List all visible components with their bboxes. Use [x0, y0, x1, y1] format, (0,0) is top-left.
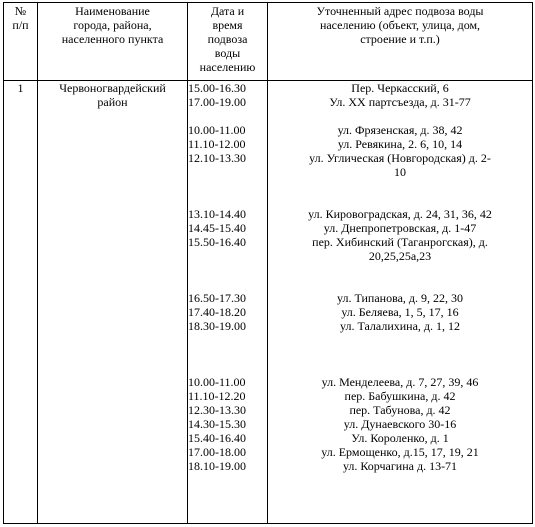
address-line: ул. Дунаевского 30-16 [343, 417, 457, 431]
time-slot: 18.30-19.00 [188, 319, 246, 333]
delivery-addresses [268, 81, 533, 524]
time-slot: 10.00-11.00 [188, 123, 246, 137]
time-slot: 17.00-19.00 [188, 95, 246, 109]
water-delivery-table [3, 2, 533, 524]
time-slot: 17.40-18.20 [188, 305, 246, 319]
address-line: ул. Менделеева, д. 7, 27, 39, 46 [321, 375, 479, 389]
header-time: Дата и время подвоза воды населению [188, 3, 268, 81]
header-num: № п/п [4, 3, 38, 81]
time-slot: 14.45-15.40 [188, 221, 246, 235]
district-name: Червоногвардейский район [38, 81, 188, 524]
address-line: Ул. XX партсъезда, д. 31-77 [329, 95, 471, 109]
header-address: Уточненный адрес подвоза воды населению (объект, улица, дом, строение и т.п.) [268, 3, 533, 81]
address-line: Пер. Черкасский, 6 [351, 81, 449, 95]
time-slot: 15.50-16.40 [188, 235, 246, 249]
header-name: Наименование города, района, населенного пункта [38, 3, 188, 81]
table-row [4, 81, 533, 524]
time-slot: 11.10-12.00 [188, 137, 246, 151]
address-line: ул. Кировоградская, д. 24, 31, 36, 42 [308, 207, 492, 221]
address-line: ул. Беляева, 1, 5, 17, 16 [341, 305, 459, 319]
time-slot: 12.30-13.30 [188, 403, 246, 417]
row-number: 1 [4, 81, 38, 524]
address-line: пер. Хибинский (Таганрогская), д. [312, 235, 488, 249]
address-line: ул. Ермощенко, д.15, 17, 19, 21 [321, 445, 479, 459]
time-slot: 15.40-16.40 [188, 431, 246, 445]
time-slot: 18.10-19.00 [188, 459, 246, 473]
address-line: ул. Талалихина, д. 1, 12 [339, 319, 461, 333]
address-line: пер. Табунова, д. 42 [349, 403, 451, 417]
time-slot: 17.00-18.00 [188, 445, 246, 459]
address-line: пер. Бабушкина, д. 42 [344, 389, 456, 403]
time-slot: 13.10-14.40 [188, 207, 246, 221]
header-row [4, 3, 533, 81]
address-line: ул. Ревякина, 2. 6, 10, 14 [337, 137, 463, 151]
time-slot: 15.00-16.30 [188, 81, 246, 95]
address-line: ул. Фрязенская, д. 38, 42 [337, 123, 463, 137]
time-slot: 16.50-17.30 [188, 291, 246, 305]
time-slot: 14.30-15.30 [188, 417, 246, 431]
address-line: ул. Типанова, д. 9, 22, 30 [336, 291, 464, 305]
address-line: ул. Углическая (Новгородская) д. 2- [309, 151, 491, 165]
address-line: 10 [394, 165, 406, 179]
address-line: 20,25,25а,23 [368, 249, 432, 263]
address-line: Ул. Короленко, д. 1 [351, 431, 449, 445]
address-line: ул. Днепропетровская, д. 1-47 [323, 221, 477, 235]
time-slot: 10.00-11.00 [188, 375, 246, 389]
time-slot: 12.10-13.30 [188, 151, 246, 165]
delivery-times [188, 81, 268, 524]
time-slot: 11.10-12.20 [188, 389, 246, 403]
address-line: ул. Корчагина д. 13-71 [342, 459, 458, 473]
